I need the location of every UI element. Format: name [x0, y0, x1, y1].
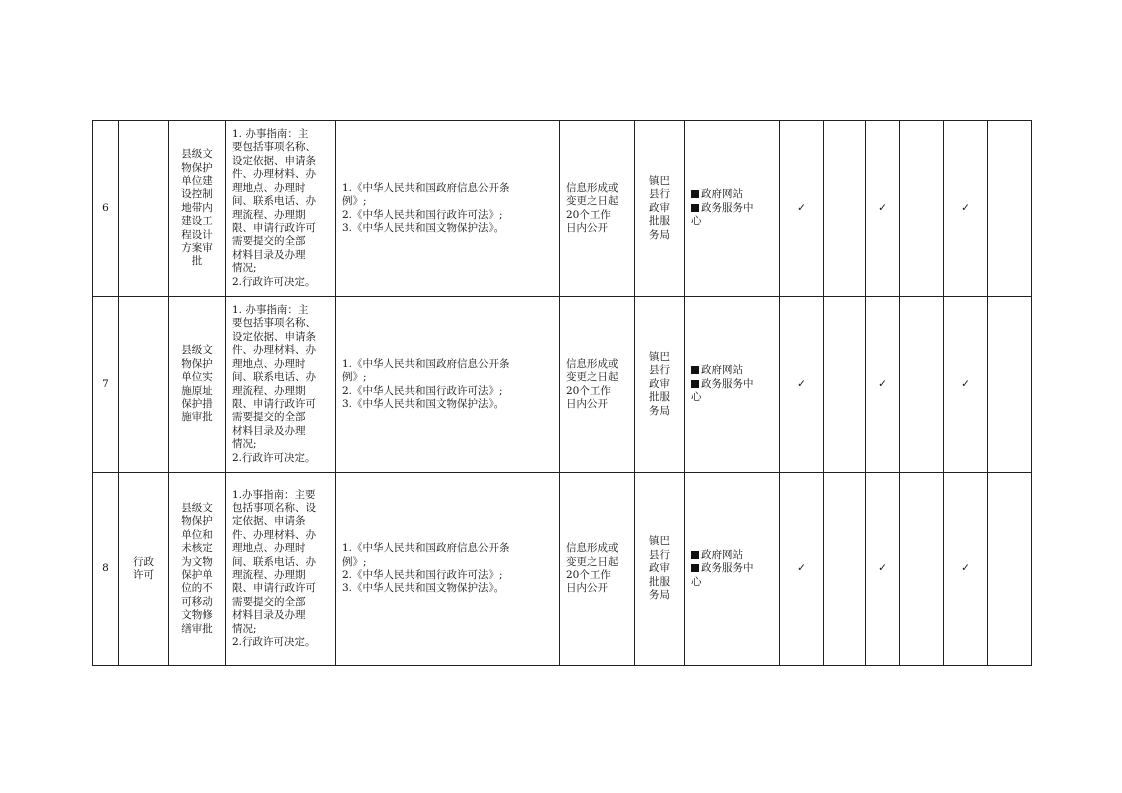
black-square-icon: [691, 366, 699, 374]
disclosure-channels: 政府网站 政务服务中 心: [685, 297, 780, 473]
check-mark-cell: ✓: [866, 297, 900, 473]
black-square-icon: [691, 204, 699, 212]
disclosure-content: 1. 办事指南：主 要包括事项名称、 设定依据、申请条 件、办理材料、办 理地点、办理时 间、联系电话、办 理流程、办理期 限、申请行政许可 需要提交的全部 材料目录及办理 情况; 2.行政许可决定。: [226, 297, 336, 473]
disclosure-content: 1.办事指南：主要 包括事项名称、设 定依据、申请条 件、办理材料、办 理地点、办理时 间、联系电话、办 理流程、办理期 限、申请行政许可 需要提交的全部 材料目录及办理 情况; 2.行政许可决定。: [226, 473, 336, 666]
disclosure-subject: 镇巴 县行 政审 批服 务局: [635, 297, 685, 473]
table-row: [93, 297, 1032, 473]
black-square-icon: [691, 190, 699, 198]
black-square-icon: [691, 380, 699, 388]
item-name: 县级文 物保护 单位和 未核定 为文物 保护单 位的不 可移动 文物修 缮审批: [169, 473, 226, 666]
disclosure-channels: 政府网站 政务服务中 心: [685, 473, 780, 666]
legal-basis: 1.《中华人民共和国政府信息公开条 例》; 2.《中华人民共和国行政许可法》; 3.《中华人民共和国文物保护法》。: [336, 121, 560, 297]
check-mark-cell: [988, 473, 1032, 666]
category-cell-empty: [119, 121, 169, 297]
check-mark-cell: ✓: [866, 473, 900, 666]
disclosure-time: 信息形成或 变更之日起 20个工作 日内公开: [560, 121, 635, 297]
check-mark-cell: [824, 297, 866, 473]
check-mark-cell: [988, 121, 1032, 297]
table-row: [93, 121, 1032, 297]
table-row: [93, 473, 1032, 666]
legal-basis: 1.《中华人民共和国政府信息公开条 例》; 2.《中华人民共和国行政许可法》; 3.《中华人民共和国文物保护法》。: [336, 297, 560, 473]
check-mark-cell: [988, 297, 1032, 473]
legal-basis: 1.《中华人民共和国政府信息公开条 例》; 2.《中华人民共和国行政许可法》; 3.《中华人民共和国文物保护法》。: [336, 473, 560, 666]
check-mark-cell: ✓: [944, 121, 988, 297]
black-square-icon: [691, 551, 699, 559]
row-number: 6: [93, 121, 119, 297]
check-mark-cell: ✓: [944, 297, 988, 473]
disclosure-time: 信息形成或 变更之日起 20个工作 日内公开: [560, 473, 635, 666]
black-square-icon: [691, 564, 699, 572]
item-name: 县级文 物保护 单位建 设控制 地带内 建设工 程设计 方案审 批: [169, 121, 226, 297]
check-mark-cell: [900, 473, 944, 666]
check-mark-cell: ✓: [780, 297, 824, 473]
disclosure-channels: 政府网站 政务服务中 心: [685, 121, 780, 297]
row-number: 8: [93, 473, 119, 666]
check-mark-cell: [900, 121, 944, 297]
disclosure-subject: 镇巴 县行 政审 批服 务局: [635, 121, 685, 297]
check-mark-cell: ✓: [944, 473, 988, 666]
category-cell-empty: [119, 297, 169, 473]
disclosure-table: [92, 120, 1032, 666]
check-mark-cell: ✓: [780, 121, 824, 297]
disclosure-time: 信息形成或 变更之日起 20个工作 日内公开: [560, 297, 635, 473]
check-mark-cell: ✓: [780, 473, 824, 666]
check-mark-cell: [824, 121, 866, 297]
check-mark-cell: [900, 297, 944, 473]
check-mark-cell: ✓: [866, 121, 900, 297]
check-mark-cell: [824, 473, 866, 666]
disclosure-content: 1. 办事指南：主 要包括事项名称、 设定依据、申请条 件、办理材料、办 理地点、办理时 间、联系电话、办 理流程、办理期 限、申请行政许可 需要提交的全部 材料目录及办理 情况; 2.行政许可决定。: [226, 121, 336, 297]
item-name: 县级文 物保护 单位实 施原址 保护措 施审批: [169, 297, 226, 473]
category-cell: 行政 许可: [119, 473, 169, 666]
row-number: 7: [93, 297, 119, 473]
disclosure-subject: 镇巴 县行 政审 批服 务局: [635, 473, 685, 666]
